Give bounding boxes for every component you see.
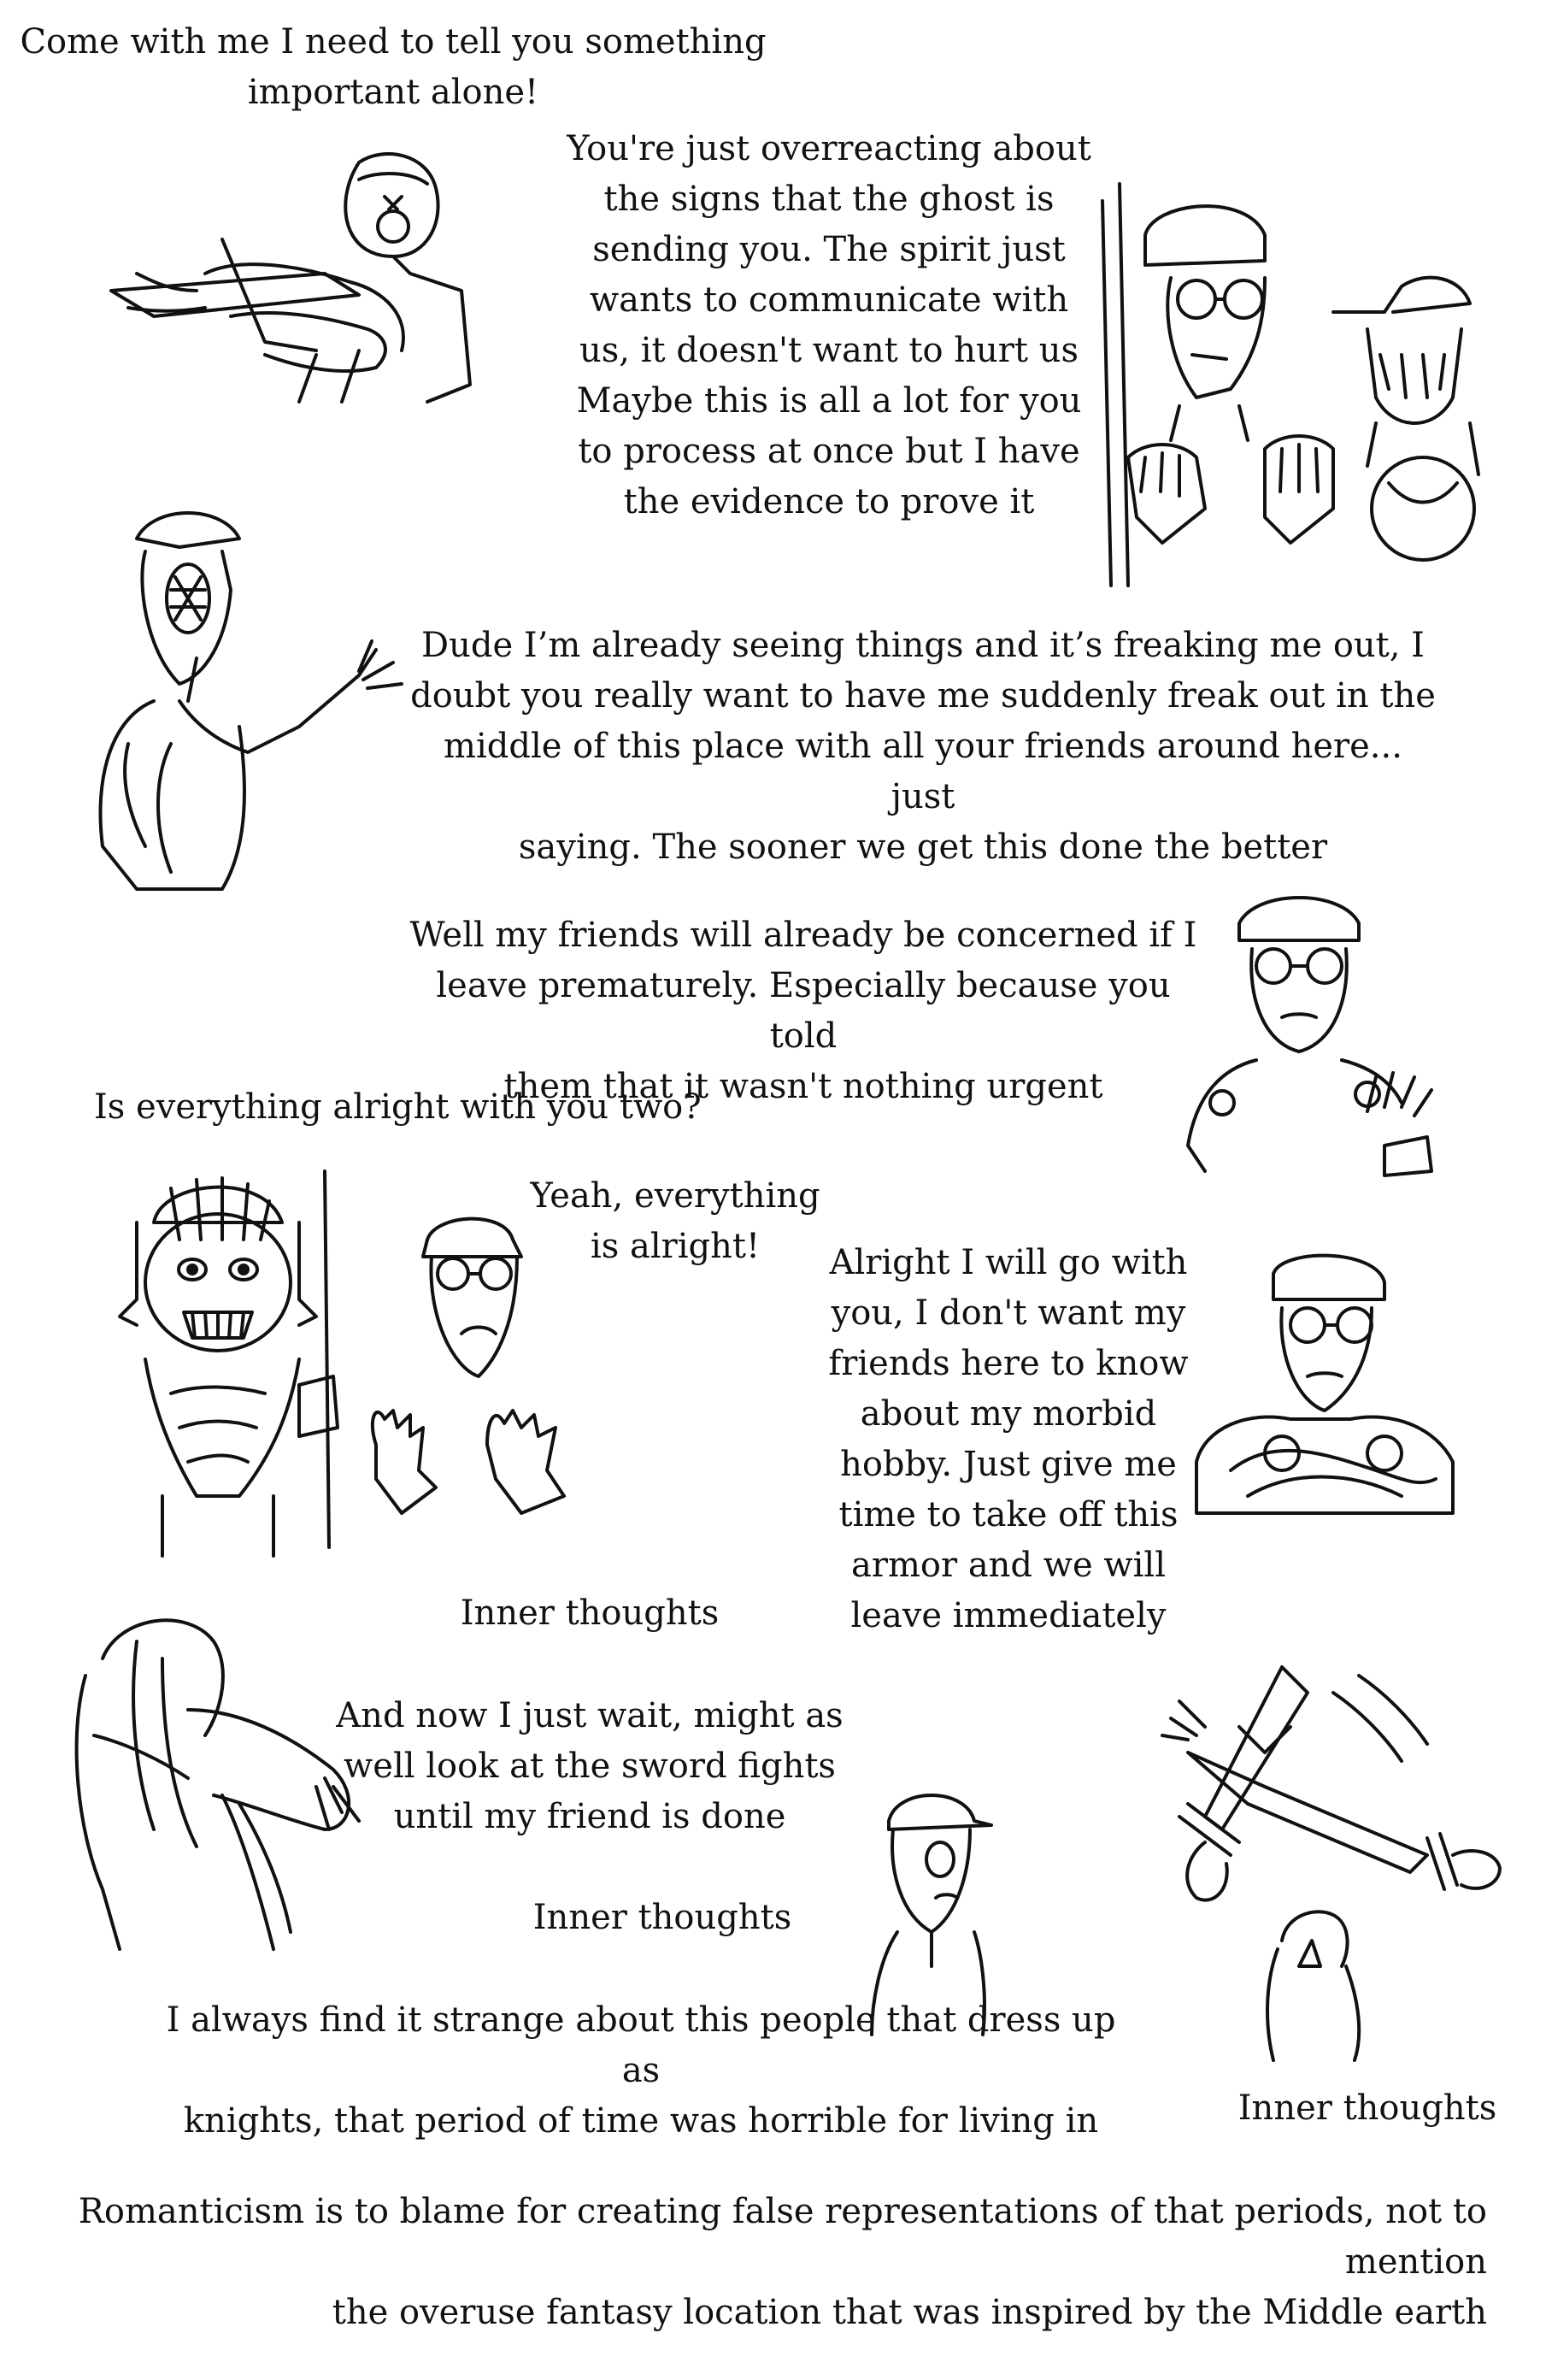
figure-glasses-hands-up bbox=[1171, 889, 1470, 1180]
figure-glasses-arms-crossed bbox=[1179, 1248, 1478, 1530]
figure-glasses-head-hands bbox=[359, 1205, 581, 1547]
caption-inner-thoughts-1: Inner thoughts bbox=[460, 1594, 720, 1633]
figure-crossed-swords-sword-fight bbox=[1137, 1658, 1513, 2069]
figure-small-character-cap bbox=[855, 1787, 1008, 2043]
caption-come-with-me: Come with me I need to tell you something important alone! bbox=[20, 22, 767, 112]
caption-inner-thoughts-2: Inner thoughts bbox=[532, 1898, 792, 1937]
caption-is-everything-alright: Is everything alright with you two? bbox=[94, 1087, 702, 1127]
caption-go-with-you: Alright I will go with you, I don't want my friends here to know about my morbid hobby. Just give me time to take off this armor and we will leave immediately bbox=[828, 1243, 1189, 1635]
caption-inner-thoughts-3: Inner thoughts bbox=[1237, 2088, 1497, 2128]
figure-character-arms-crossed bbox=[103, 145, 513, 419]
caption-strange-knights: I always find it strange about this people that dress up as knights, that period of time was horrible for living in bbox=[166, 2000, 1116, 2141]
figure-panicked-character bbox=[77, 504, 419, 906]
caption-friends-concerned: Well my friends will already be concerned if I leave prematurely. Especially because you told them that it wasn't nothing urgent bbox=[409, 916, 1197, 1106]
figure-knight-in-armor bbox=[103, 1171, 359, 1564]
caption-just-wait: And now I just wait, might as well look at the sword fights until my friend is done bbox=[336, 1696, 844, 1836]
caption-yeah-alright: Yeah, everything is alright! bbox=[530, 1176, 820, 1266]
caption-romanticism: Romanticism is to blame for creating false representations of that periods, not to mention the overuse fantasy location that was inspired by the Middle earth bbox=[78, 2192, 1487, 2332]
figure-hunched-cloaked-character bbox=[51, 1607, 393, 1966]
figure-two-characters-talking bbox=[1094, 184, 1513, 594]
caption-overreacting: You're just overreacting about the signs that the ghost is sending you. The spirit just wants to communicate with us, it doesn't want to hurt us Maybe this is all a lot for you to process at once but I have the evidence to prove it bbox=[567, 129, 1091, 521]
caption-seeing-things: Dude I’m already seeing things and it’s freaking me out, I doubt you really want to have me suddenly freak out in the middle of this place with all your friends around here... just saying. The sooner we get this done the better bbox=[410, 626, 1436, 867]
